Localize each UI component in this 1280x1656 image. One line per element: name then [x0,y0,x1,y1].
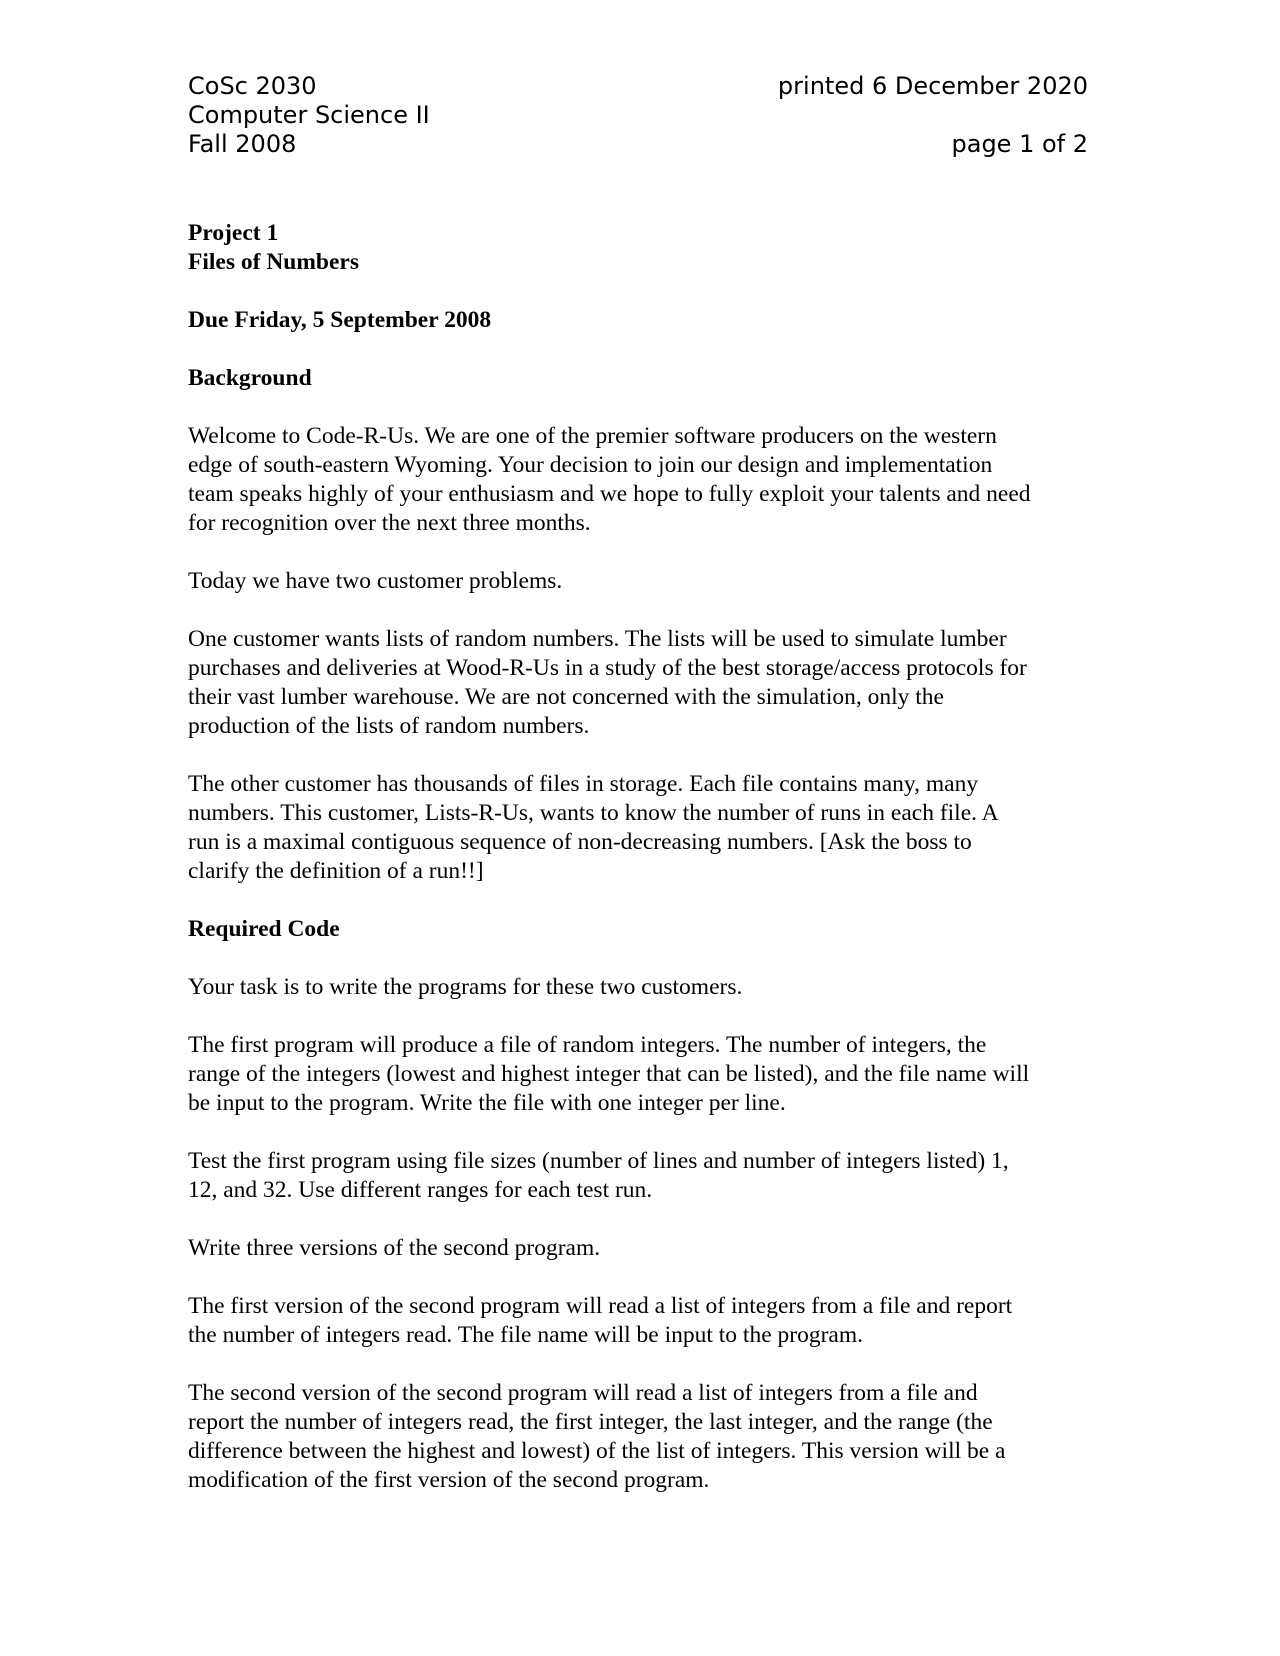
text-line: The second version of the second program will read a list of integers from a file and [188,1380,978,1406]
paragraph [188,422,1098,538]
paragraph [188,625,1098,741]
due-date: Due Friday, 5 September 2008 [188,307,492,333]
text-line: 12, and 32. Use different ranges for each test run. [188,1177,653,1203]
text-line: Your task is to write the programs for these two customers. [188,974,743,1000]
text-line: edge of south-eastern Wyoming. Your decision to join our design and implementation [188,452,993,478]
text-line: clarify the definition of a run!!] [188,858,484,884]
paragraph [188,973,1098,1002]
paragraph [188,1292,1098,1350]
text-line: range of the integers (lowest and highest integer that can be listed), and the file name will [188,1061,1030,1087]
text-line: run is a maximal contiguous sequence of non-decreasing numbers. [Ask the boss to [188,829,972,855]
background-heading: Background [188,365,312,391]
text-line: The first version of the second program will read a list of integers from a file and report [188,1293,1013,1319]
text-line: One customer wants lists of random numbers. The lists will be used to simulate lumber [188,626,1007,652]
text-line: Welcome to Code-R-Us. We are one of the premier software producers on the western [188,423,997,449]
text-line: purchases and deliveries at Wood-R-Us in a study of the best storage/access protocols for [188,655,1027,681]
text-line: team speaks highly of your enthusiasm and we hope to fully exploit your talents and need [188,481,1031,507]
document-body [188,219,1098,1524]
text-line: Today we have two customer problems. [188,568,563,594]
paragraph [188,1147,1098,1205]
text-line: modification of the first version of the second program. [188,1467,710,1493]
header-row-2 [188,101,1088,130]
text-line: numbers. This customer, Lists-R-Us, wants to know the number of runs in each file. A [188,800,999,826]
text-line: their vast lumber warehouse. We are not concerned with the simulation, only the [188,684,944,710]
text-line: report the number of integers read, the first integer, the last integer, and the range (the [188,1409,993,1435]
page-header [188,72,1088,159]
project-title-block [188,219,1098,277]
paragraph [188,1379,1098,1495]
text-line: production of the lists of random numbers. [188,713,590,739]
text-line: The first program will produce a file of random integers. The number of integers, the [188,1032,987,1058]
background-section [188,422,1098,886]
paragraph [188,1234,1098,1263]
text-line: Write three versions of the second program. [188,1235,601,1261]
required-code-section [188,973,1098,1495]
project-number: Project 1 [188,220,279,246]
paragraph [188,567,1098,596]
text-line: be input to the program. Write the file with one integer per line. [188,1090,786,1116]
text-line: difference between the highest and lowest) of the list of integers. This version will be a [188,1438,1006,1464]
header-row-3 [188,130,1088,159]
term: Fall 2008 [188,130,297,158]
course-code: CoSc 2030 [188,72,317,100]
printed-date: printed 6 December 2020 [777,72,1088,100]
header-row-1 [188,72,1088,101]
required-code-heading: Required Code [188,916,340,942]
paragraph [188,1031,1098,1118]
paragraph [188,770,1098,886]
text-line: Test the first program using file sizes (number of lines and number of integers listed) 1, [188,1148,1009,1174]
text-line: The other customer has thousands of files in storage. Each file contains many, many [188,771,979,797]
course-name: Computer Science II [188,101,430,129]
page-number: page 1 of 2 [951,130,1088,158]
text-line: for recognition over the next three months. [188,510,591,536]
project-title: Files of Numbers [188,249,360,275]
text-line: the number of integers read. The file name will be input to the program. [188,1322,863,1348]
